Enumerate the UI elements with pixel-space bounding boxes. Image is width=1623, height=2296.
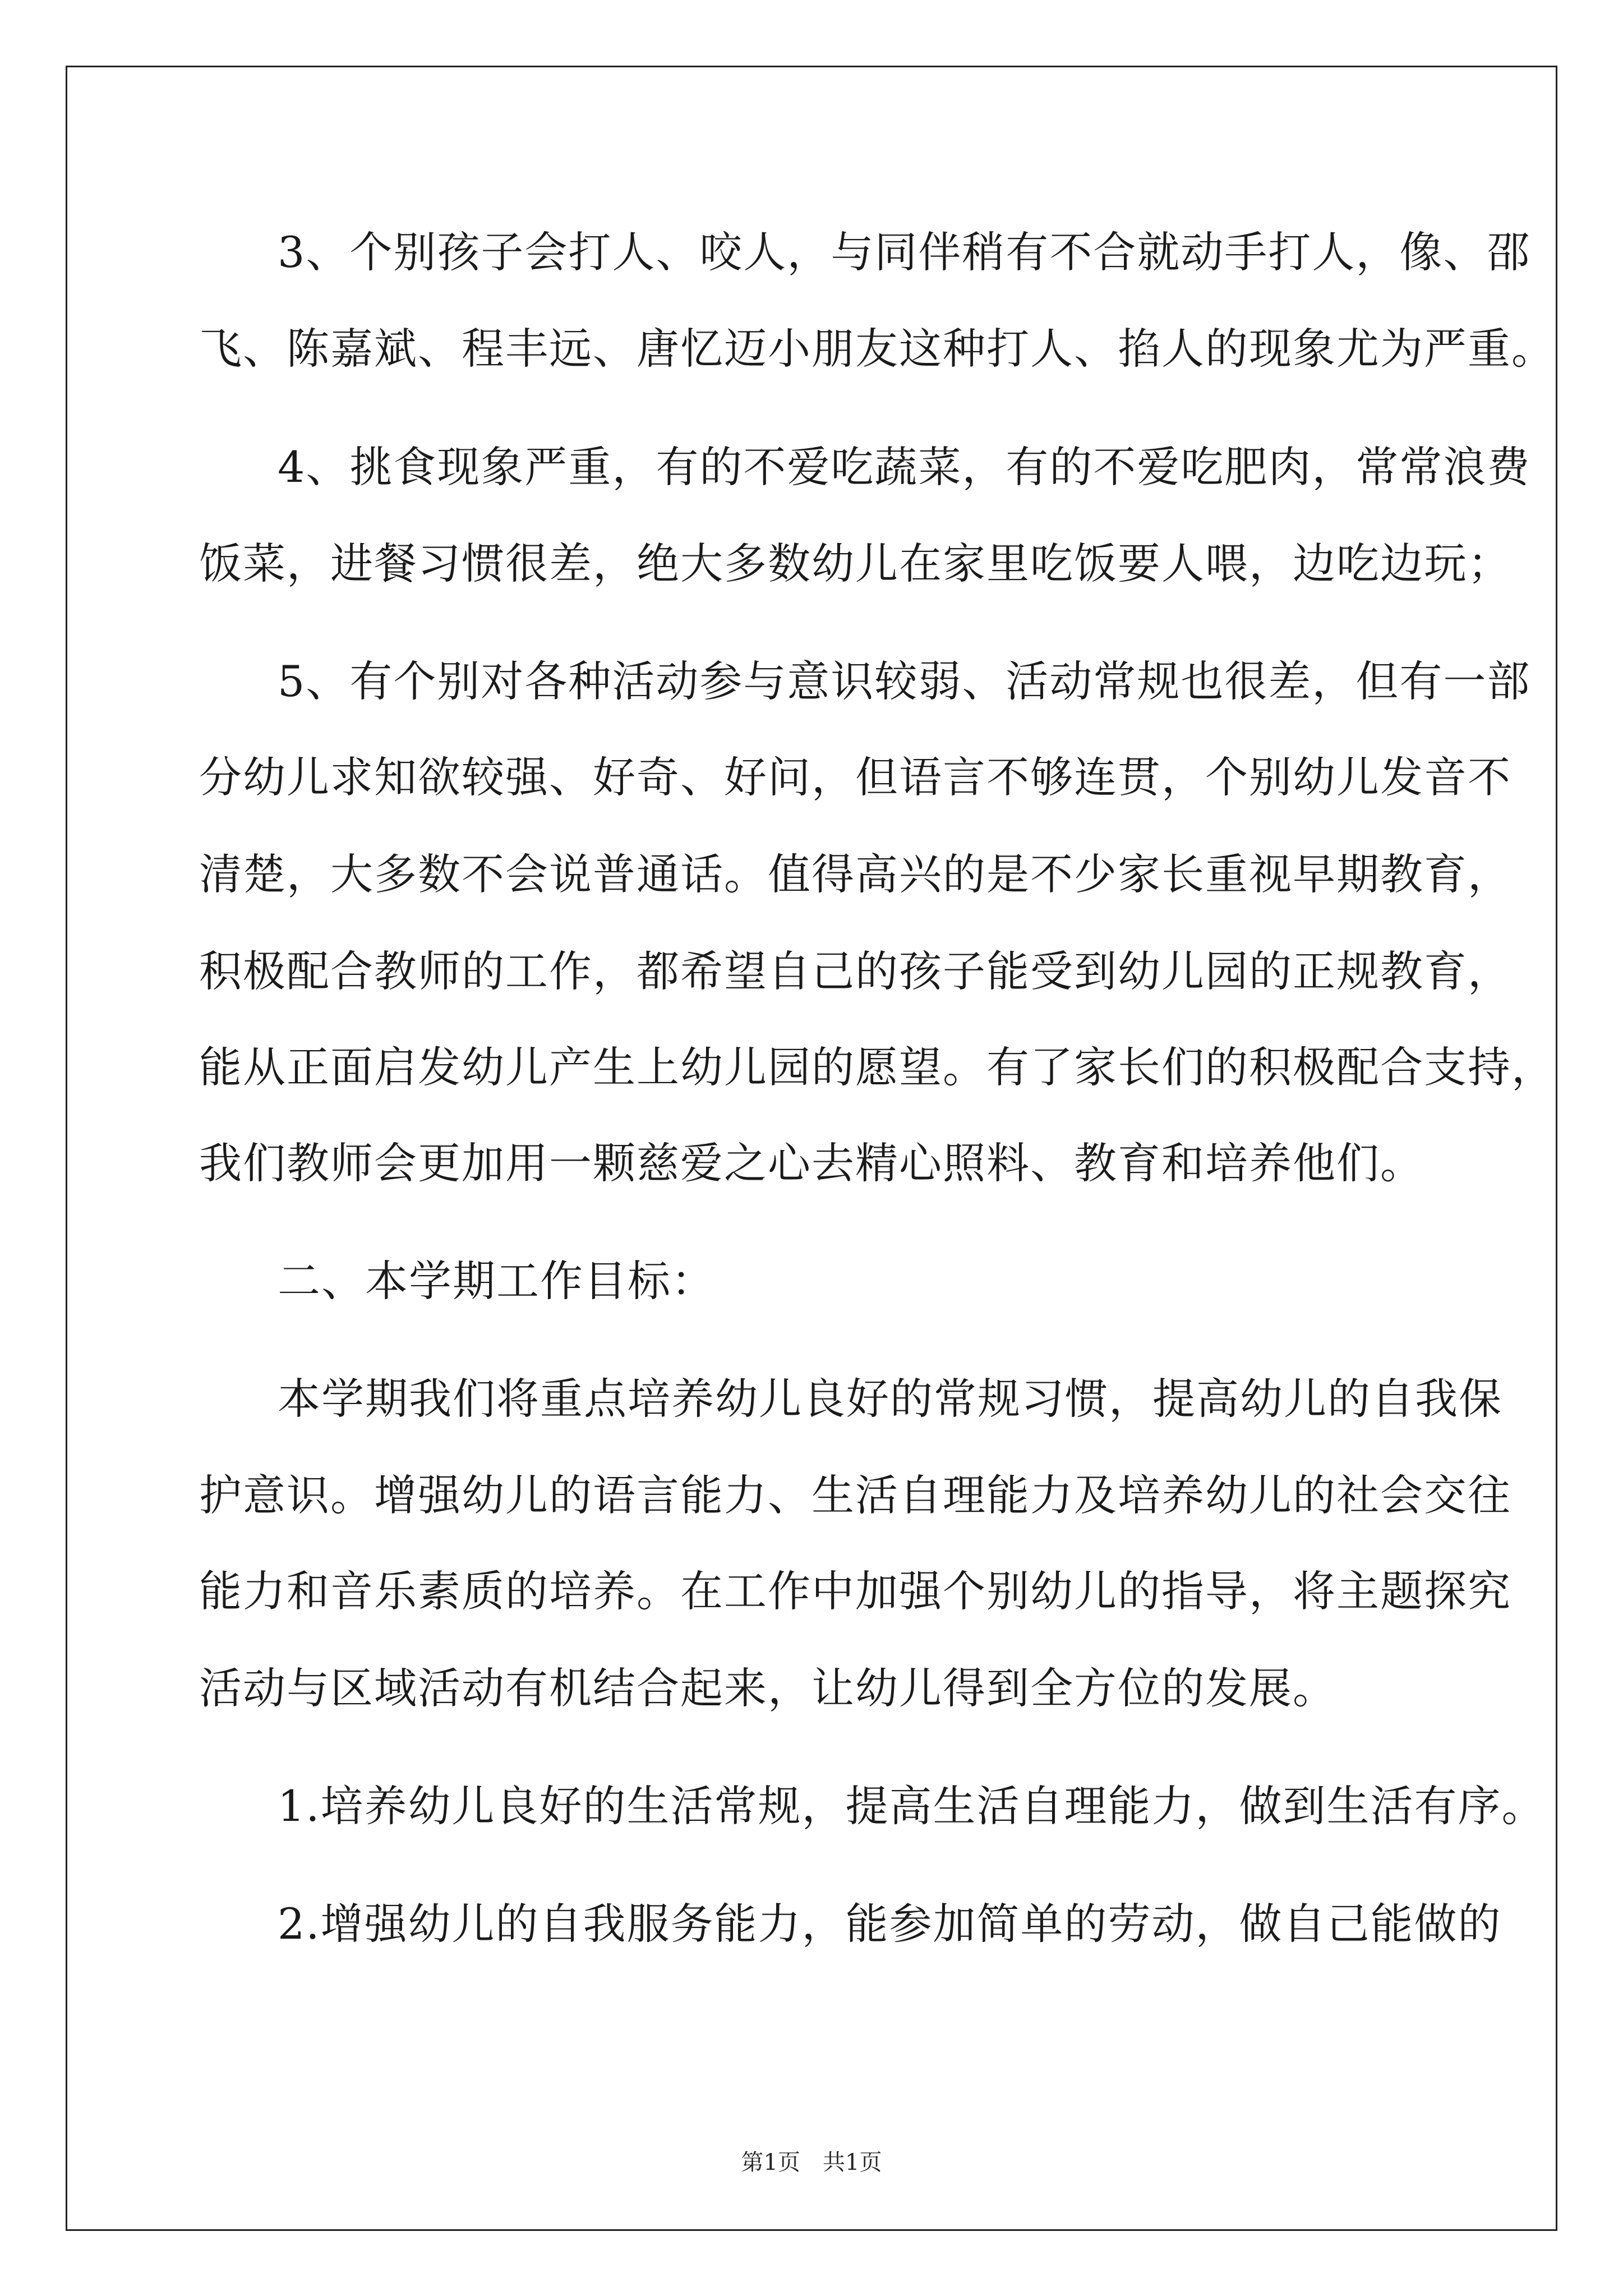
- section-heading: 二、本学期工作目标：: [278, 1256, 715, 1306]
- paragraph-line: 5、有个别对各种活动参与意识较弱、活动常规也很差，但有一部: [278, 656, 1531, 706]
- paragraph-line: 飞、陈嘉斌、程丰远、唐忆迈小朋友这种打人、掐人的现象尤为严重。: [199, 324, 1555, 374]
- list-item: 2.增强幼儿的自我服务能力，能参加简单的劳动，做自己能做的: [278, 1899, 1502, 1949]
- paragraph-line: 护意识。增强幼儿的语言能力、生活自理能力及培养幼儿的社会交往: [199, 1470, 1511, 1520]
- paragraph-line: 本学期我们将重点培养幼儿良好的常规习惯，提高幼儿的自我保: [278, 1374, 1502, 1424]
- paragraph-line: 饭菜，进餐习惯很差，绝大多数幼儿在家里吃饭要人喂，边吃边玩；: [199, 539, 1511, 588]
- paragraph-line: 4、挑食现象严重，有的不爱吃蔬菜，有的不爱吃肥肉，常常浪费: [278, 442, 1531, 492]
- paragraph-line: 能从正面启发幼儿产生上幼儿园的愿望。有了家长们的积极配合支持，: [199, 1042, 1555, 1092]
- page-footer: 第1页 共1页: [741, 2150, 882, 2175]
- paragraph-line: 我们教师会更加用一颗慈爱之心去精心照料、教育和培养他们。: [199, 1138, 1424, 1188]
- paragraph-line: 3、个别孩子会打人、咬人，与同伴稍有不合就动手打人，像、邵: [278, 227, 1531, 277]
- paragraph-line: 分幼儿求知欲较强、好奇、好问，但语言不够连贯，个别幼儿发音不: [199, 752, 1511, 802]
- paragraph-line: 积极配合教师的工作，都希望自己的孩子能受到幼儿园的正规教育，: [199, 946, 1511, 996]
- paragraph-line: 能力和音乐素质的培养。在工作中加强个别幼儿的指导，将主题探究: [199, 1566, 1511, 1616]
- list-item: 1.培养幼儿良好的生活常规，提高生活自理能力，做到生活有序。: [278, 1781, 1546, 1831]
- paragraph-line: 清楚，大多数不会说普通话。值得高兴的是不少家长重视早期教育，: [199, 849, 1511, 899]
- paragraph-line: 活动与区域活动有机结合起来，让幼儿得到全方位的发展。: [199, 1663, 1336, 1713]
